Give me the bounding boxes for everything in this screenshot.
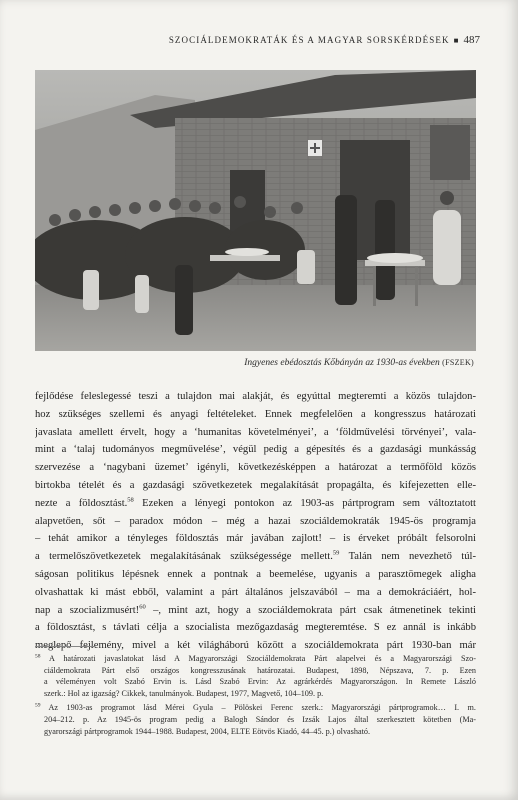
footnote-58-line: szerk.: Hol az igazság? Cikkek, tanulmányok. Budapest, 1977, Magvető, 104–109. p.: [44, 688, 324, 698]
body-line: ságosan politikus lépésnek ennek a pontnak a beemelése, ugyanis a parasztömegek aligha: [35, 568, 476, 580]
photo-illustration: [35, 70, 476, 351]
running-header: [0, 34, 480, 46]
footnote-58-line: [35, 653, 476, 665]
header-separator: ■: [453, 36, 460, 45]
page-number: 487: [463, 34, 480, 46]
footnote-58-line: a véleményen volt Szabó Ervin is. Lásd Szabó Ervin: Az agrárkérdés Magyarországon. In Remete László: [44, 677, 476, 687]
body-line: hoz szükséges szellemi és anyagi feltételeket. Ennek megfelelően a kongresszus határozati: [35, 408, 476, 420]
footnote-59-line: [35, 702, 476, 714]
caption-source: (FSZEK): [442, 358, 474, 367]
body-line: [35, 548, 476, 566]
footnote-59-line: gyarországi pártprogramok 1944–1988. Budapest, 2004, ELTE Eötvös Kiadó, 44–45. p.) olvasható.: [44, 726, 371, 736]
footnote-59-line: 204–212. p. Az 1945-ös program pedig a Balogh Sándor és Izsák Lajos által szerkesztett kötetben (Ma-: [44, 714, 476, 724]
body-line: [35, 495, 476, 513]
footnote-58-line: ciáldemokrata Párt első országos kongresszusának határozatai. Budapest, 1898, Népszava, 7. p. Ezen: [44, 665, 476, 675]
body-line: [35, 602, 476, 620]
body-line: olvashattak ki mást ebből, valamint a párt általános jelszavából – ma a demokráciáért, hol-: [35, 586, 476, 598]
body-line-end: Ezeken a lényegi pontokon az 1903-as pártprogram sem változtatott: [133, 497, 476, 509]
body-line-end: Talán nem nevezhető túl-: [339, 551, 476, 563]
footnote-number: 59: [35, 702, 41, 709]
body-line: javaslata amellett érvelt, hogy a ‘humanitas követelményei’, a ‘földművelési törvényei’, vala-: [35, 426, 476, 438]
body-line-end: –, mint azt, hogy a szociáldemokrata párt csak átmenetinek tekinti: [145, 604, 476, 616]
footnote-divider: [35, 646, 95, 647]
body-line: meglepő fejlemény, mivel a két világháború között a szociáldemokrata párt 1930-ban már: [35, 640, 476, 652]
body-line: – tehát amikor a tényleges földosztás már javában zajlott! – is érveket próbált felsorolni: [35, 533, 476, 545]
historical-photograph: [35, 70, 476, 351]
caption-text: Ingyenes ebédosztás Kőbányán az 1930-as években: [244, 358, 440, 368]
body-line: mint a ‘talaj tudományos megművelése’, végül pedig a gépesítés és a gazdasági munkásság: [35, 444, 476, 456]
footnote-number: 58: [35, 653, 41, 660]
body-line: fejlődése feleslegessé teszi a tulajdon mai alakját, és egyúttal megteremti a közös tulajdon-: [35, 391, 476, 402]
footnote-text: A határozati javaslatokat lásd A Magyarországi Szociáldemokrata Párt alapelvei és a Magyarországi Szo-: [48, 654, 476, 663]
footnotes: [35, 653, 476, 737]
body-text: [35, 388, 476, 655]
footnote-text: Az 1903-as programot lásd Mérei Gyula – Pölöskei Ferenc szerk.: Magyarországi pártprogramok… I. m.: [48, 703, 476, 713]
body-line: a földosztást, s távlati célja a szocialista mezőgazdaság megteremtése. S ez annál is inkább: [35, 622, 476, 634]
body-line-start: nezte a földosztást.: [35, 497, 128, 509]
running-title: SZOCIÁLDEMOKRATÁK ÉS A MAGYAR SORSKÉRDÉSEK: [168, 35, 450, 45]
footnote-ref-59: 59: [332, 549, 340, 557]
body-line-start: a termelőszövetkezetek megalakításának szükségessége mellett.: [35, 551, 333, 563]
footnote-ref-60: 60: [139, 603, 146, 611]
figure-caption: [244, 358, 474, 368]
body-line-start: nap a szocializmusért!: [35, 604, 140, 616]
body-line: alapvetően, sőt – paradox módon – még a hazai szociáldemokraták 1945-ös programja: [35, 515, 476, 527]
body-line: birtokba tételét és a gazdasági szövetkezetek megalakítását propagálta, és kifejezetten elle-: [35, 479, 476, 491]
body-line: szervezése a ‘nagybani üzemet’ igényli, következésképpen a határozat a termőföld közös: [35, 462, 476, 474]
footnote-ref-58: 58: [127, 496, 134, 504]
